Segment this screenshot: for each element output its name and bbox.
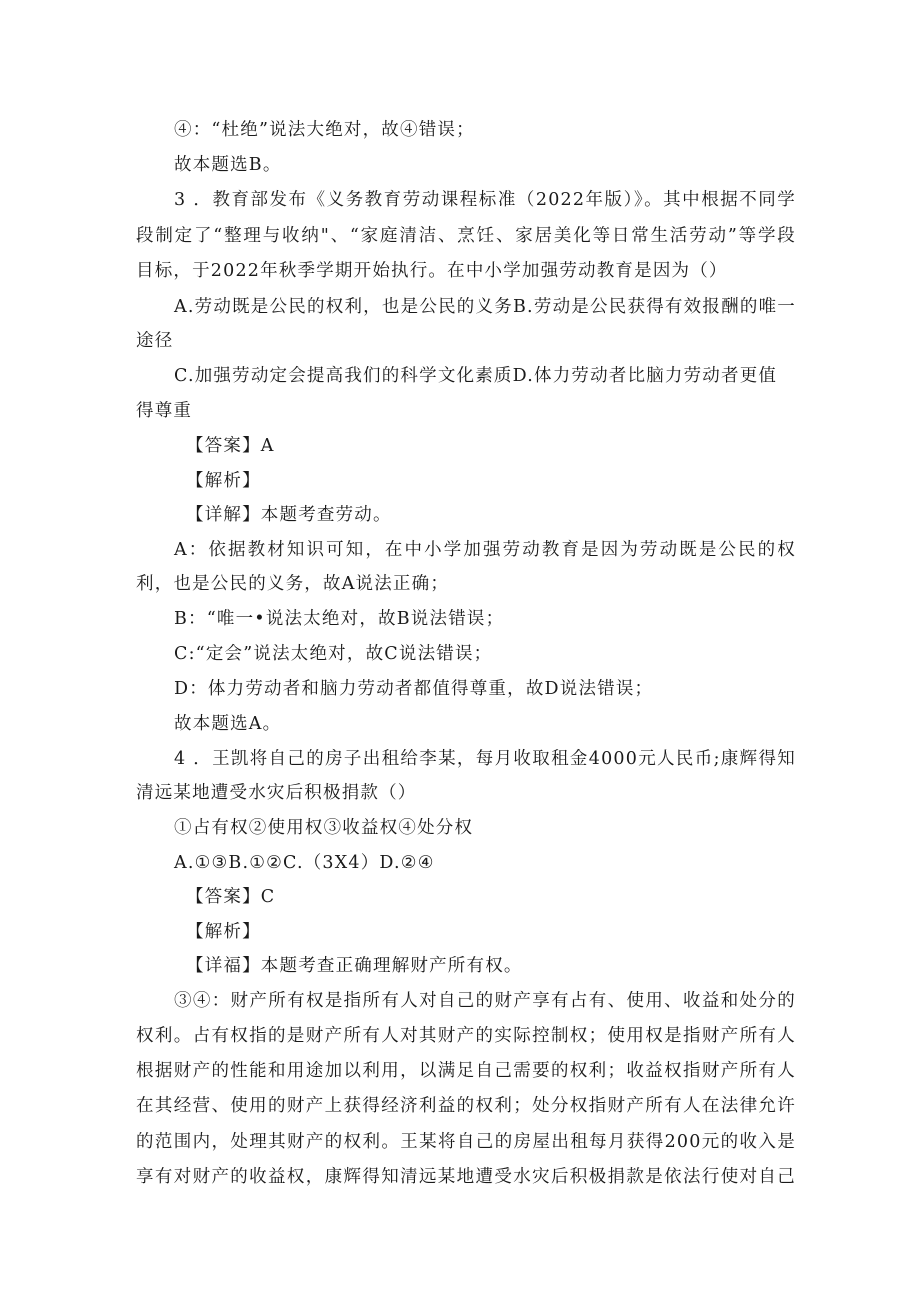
detail-label: 【详解】本题考查劳动。: [186, 505, 392, 525]
option-line: C.加强劳动定会提高我们的科学文化素质D.体力劳动者比脑力劳动者更值: [174, 366, 778, 386]
text-line: 得尊重: [136, 401, 193, 421]
text-line: 段制定了“整理与收纳"、“家庭清洁、烹饪、家居美化等日常生活劳动”等学段: [136, 226, 796, 246]
question-4-stem: 4 ．王凯将自己的房子出租给李某，每月收取租金4000元人民币;康辉得知: [174, 749, 796, 769]
option-line: A.劳动既是公民的权利，也是公民的义务B.劳动是公民获得有效报酬的唯一: [174, 297, 796, 317]
analysis-label: 【解析】: [186, 922, 261, 942]
question-3-stem: 3 ．教育部发布《义务教育劳动课程标准（2022年版）》。其中根据不同学: [174, 190, 796, 210]
text-line: ④：“杜绝”说法大绝对，故④错误；: [174, 120, 475, 140]
text-line: 在其经营、使用的财产上获得经济利益的权利；处分权指财产所有人在法律允许: [136, 1096, 796, 1116]
text-line: 清远某地遭受水灾后积极捐款（）: [136, 783, 417, 803]
text-line: ③④：财产所有权是指所有人对自己的财产享有占有、使用、收益和处分的: [174, 991, 796, 1011]
text-line: 的范围内，处理其财产的权利。王某将自己的房屋出租每月获得200元的收入是: [136, 1132, 796, 1152]
answer-label: 【答案】A: [186, 436, 275, 456]
text-line: 目标，于2022年秋季学期开始执行。在中小学加强劳动教育是因为（）: [136, 261, 728, 281]
text-line: 故本题选A。: [174, 714, 282, 734]
detail-label: 【详福】本题考查正确理解财产所有权。: [186, 956, 523, 976]
analysis-label: 【解析】: [186, 471, 261, 491]
text-line: 利，也是公民的义务，故A说法正确；: [136, 574, 450, 594]
text-line: 故本题选B。: [174, 155, 282, 175]
option-line: A.①③B.①②C.（3X4）D.②④: [174, 853, 435, 873]
text-line: 权利。占有权指的是财产所有人对其财产的实际控制权；使用权是指财产所有人: [136, 1026, 796, 1046]
text-line: C:“定会”说法太绝对，故C说法错误；: [174, 644, 493, 664]
text-line: 享有对财产的收益权，康辉得知清远某地遭受水灾后积极捐款是依法行使对自己: [136, 1167, 796, 1187]
answer-label: 【答案】C: [186, 887, 276, 907]
text-line: A：依据教材知识可知，在中小学加强劳动教育是因为劳动既是公民的权: [174, 540, 796, 560]
text-line: D：体力劳动者和脑力劳动者都值得尊重，故D说法错误；: [174, 679, 654, 699]
text-line: 途径: [136, 331, 174, 351]
text-line: ①占有权②使用权③收益权④处分权: [174, 818, 474, 838]
text-line: 根据财产的性能和用途加以利用，以满足自己需要的权利；收益权指财产所有人: [136, 1061, 796, 1081]
text-line: B：“唯一•说法太绝对，故B说法错误；: [174, 609, 505, 629]
